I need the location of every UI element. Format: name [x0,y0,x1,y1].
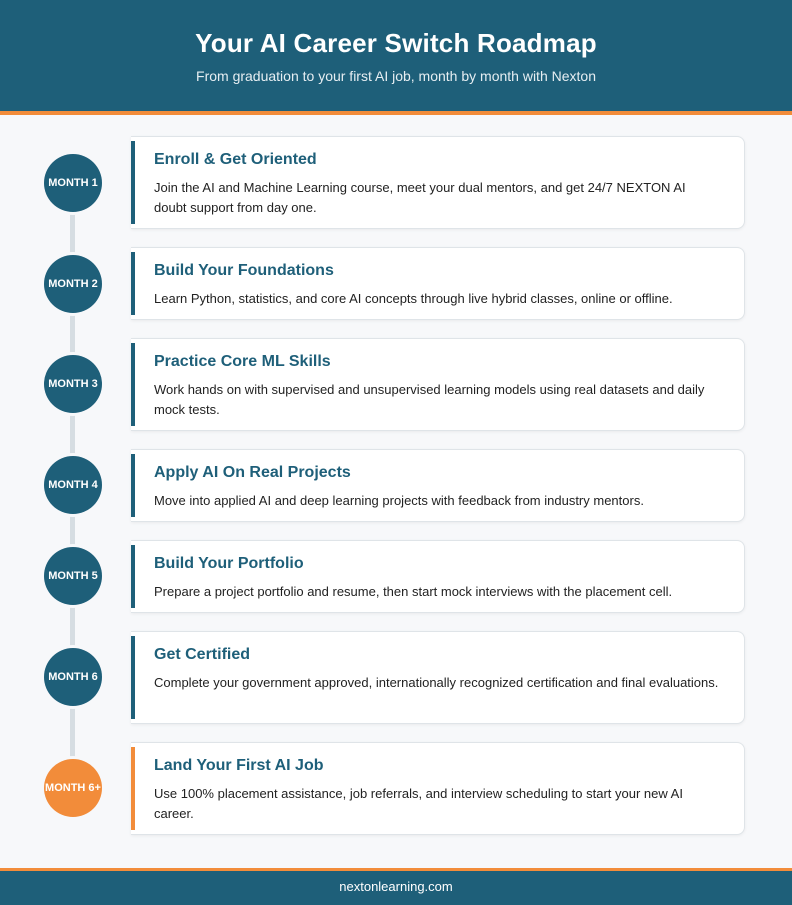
step-badge-month-1: MONTH 1 [44,154,102,212]
step-badge-month-6-plus: MONTH 6+ [44,759,102,817]
step-title: Build Your Foundations [154,262,334,279]
step-description: Join the AI and Machine Learning course, meet your dual mentors, and get 24/7 NEXTON AI doubt support from day one. [154,180,686,215]
step-card-month-4 [131,449,745,522]
step-card-month-6-plus [131,742,745,835]
step-description: Prepare a project portfolio and resume, then start mock interviews with the placement cell. [154,584,673,599]
step-badge-month-4: MONTH 4 [44,456,102,514]
step-badge-month-2: MONTH 2 [44,255,102,313]
page-header [0,0,792,115]
step-description: Work hands on with supervised and unsupervised learning models using real datasets and daily mock tests. [154,382,705,417]
step-title: Practice Core ML Skills [154,353,331,370]
step-card-month-1 [131,136,745,229]
step-badge-month-6: MONTH 6 [44,648,102,706]
step-card-month-6 [131,631,745,724]
step-title: Apply AI On Real Projects [154,464,351,481]
step-card-month-2 [131,247,745,320]
step-title: Enroll & Get Oriented [154,151,317,168]
step-card-month-5 [131,540,745,613]
step-card-month-3 [131,338,745,431]
page-subtitle: From graduation to your first AI job, month by month with Nexton [196,68,596,84]
step-title: Build Your Portfolio [154,555,304,572]
step-badge-month-3: MONTH 3 [44,355,102,413]
step-title: Land Your First AI Job [154,757,324,774]
step-description: Complete your government approved, internationally recognized certification and final evaluations. [154,675,719,690]
step-description: Learn Python, statistics, and core AI concepts through live hybrid classes, online or offline. [154,291,673,306]
step-description: Use 100% placement assistance, job referrals, and interview scheduling to start your new AI career. [154,786,683,821]
footer-website: nextonlearning.com [339,879,453,894]
page-footer [0,868,792,905]
page-title: Your AI Career Switch Roadmap [195,28,597,58]
step-description: Move into applied AI and deep learning projects with feedback from industry mentors. [154,493,644,508]
step-title: Get Certified [154,646,251,663]
step-badge-month-5: MONTH 5 [44,547,102,605]
